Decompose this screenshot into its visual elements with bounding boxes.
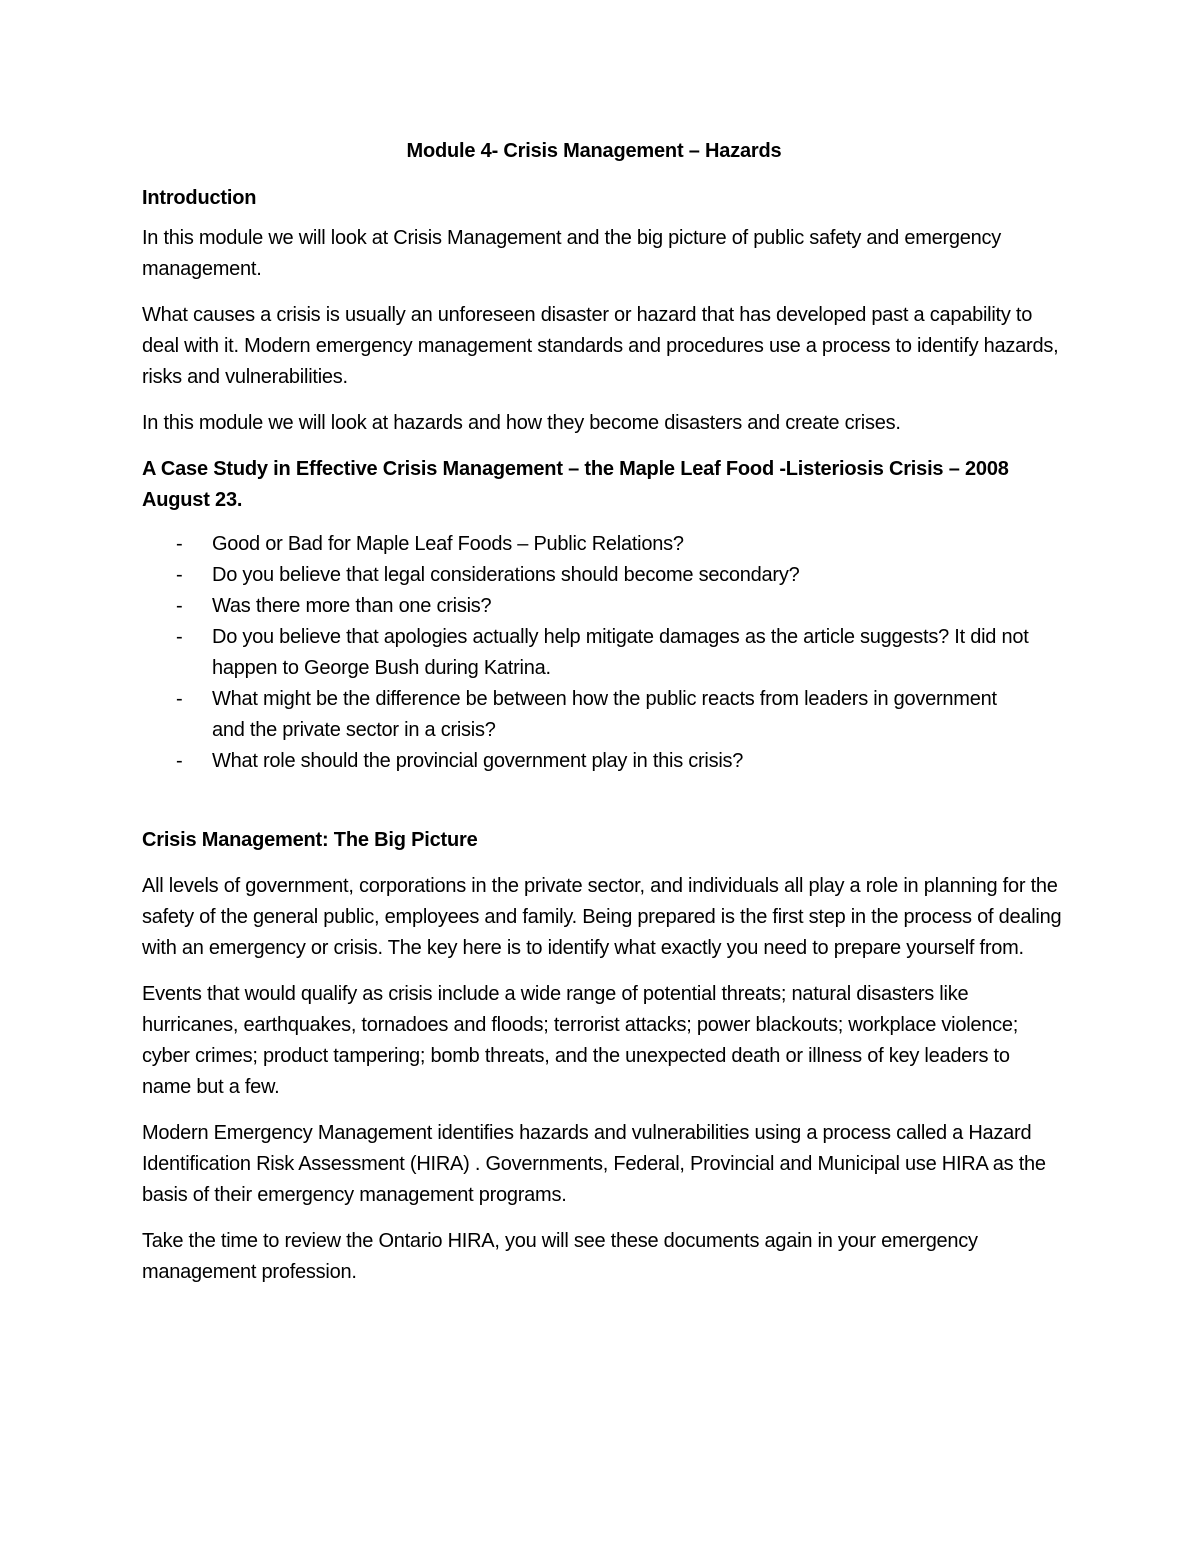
question-text: Good or Bad for Maple Leaf Foods – Public Relations? (212, 533, 684, 555)
document-page (142, 140, 1062, 1303)
question-text: Do you believe that apologies actually help mitigate damages as the article suggests? It did not happen to George Bush during Katrina. (212, 626, 1029, 679)
big-picture-paragraph-4: Take the time to review the Ontario HIRA, you will see these documents again in your emergency management profession. (142, 1230, 978, 1283)
big-picture-heading: Crisis Management: The Big Picture (142, 829, 478, 851)
intro-paragraph-1: In this module we will look at Crisis Management and the big picture of public safety and emergency management. (142, 227, 1002, 280)
list-item (142, 560, 1062, 591)
list-item (142, 622, 1062, 684)
intro-paragraph-3: In this module we will look at hazards and how they become disasters and create crises. (142, 412, 901, 434)
case-study-heading: A Case Study in Effective Crisis Management – the Maple Leaf Food -Listeriosis Crisis – 2008 August 23. (142, 458, 1009, 511)
list-item (142, 591, 1062, 622)
question-text: Do you believe that legal considerations should become secondary? (212, 564, 800, 586)
bullet-dash: - (176, 595, 183, 617)
bullet-dash: - (176, 750, 183, 772)
big-picture-paragraph-1: All levels of government, corporations in the private sector, and individuals all play a role in planning for the safety of the general public, employees and family. Being prepared is the first step in the process of dealing with an emergency or crisis. The key here is to identify what exactly you need to prepare yourself from. (142, 875, 1062, 959)
list-item (142, 746, 1062, 777)
list-item (142, 529, 1062, 560)
bullet-dash: - (176, 533, 183, 555)
intro-heading: Introduction (142, 187, 257, 209)
bullet-dash: - (176, 626, 183, 648)
section-spacer (142, 777, 1062, 825)
question-text: What might be the difference be between how the public reacts from leaders in government and the private sector in a crisis? (212, 688, 1040, 741)
intro-paragraph-2: What causes a crisis is usually an unforeseen disaster or hazard that has developed past a capability to deal with it. Modern emergency management standards and procedures use a process to identify hazards, risks and vulnerabilities. (142, 304, 1059, 388)
document-title: Module 4- Crisis Management – Hazards (406, 140, 782, 162)
case-study-question-list (142, 529, 1062, 777)
bullet-dash: - (176, 688, 183, 710)
big-picture-paragraph-3: Modern Emergency Management identifies hazards and vulnerabilities using a process called a Hazard Identification Risk Assessment (HIRA) . Governments, Federal, Provincial and Municipal use HIRA as the basis of their emergency management programs. (142, 1122, 1046, 1206)
big-picture-paragraph-2: Events that would qualify as crisis include a wide range of potential threats; natural disasters like hurricanes, earthquakes, tornadoes and floods; terrorist attacks; power blackouts; workplace violence; cyber crimes; product tampering; bomb threats, and the unexpected death or illness of key leaders to name but a few. (142, 983, 1019, 1098)
question-text: Was there more than one crisis? (212, 595, 492, 617)
question-text: What role should the provincial government play in this crisis? (212, 750, 744, 772)
list-item (142, 684, 1062, 746)
bullet-dash: - (176, 564, 183, 586)
